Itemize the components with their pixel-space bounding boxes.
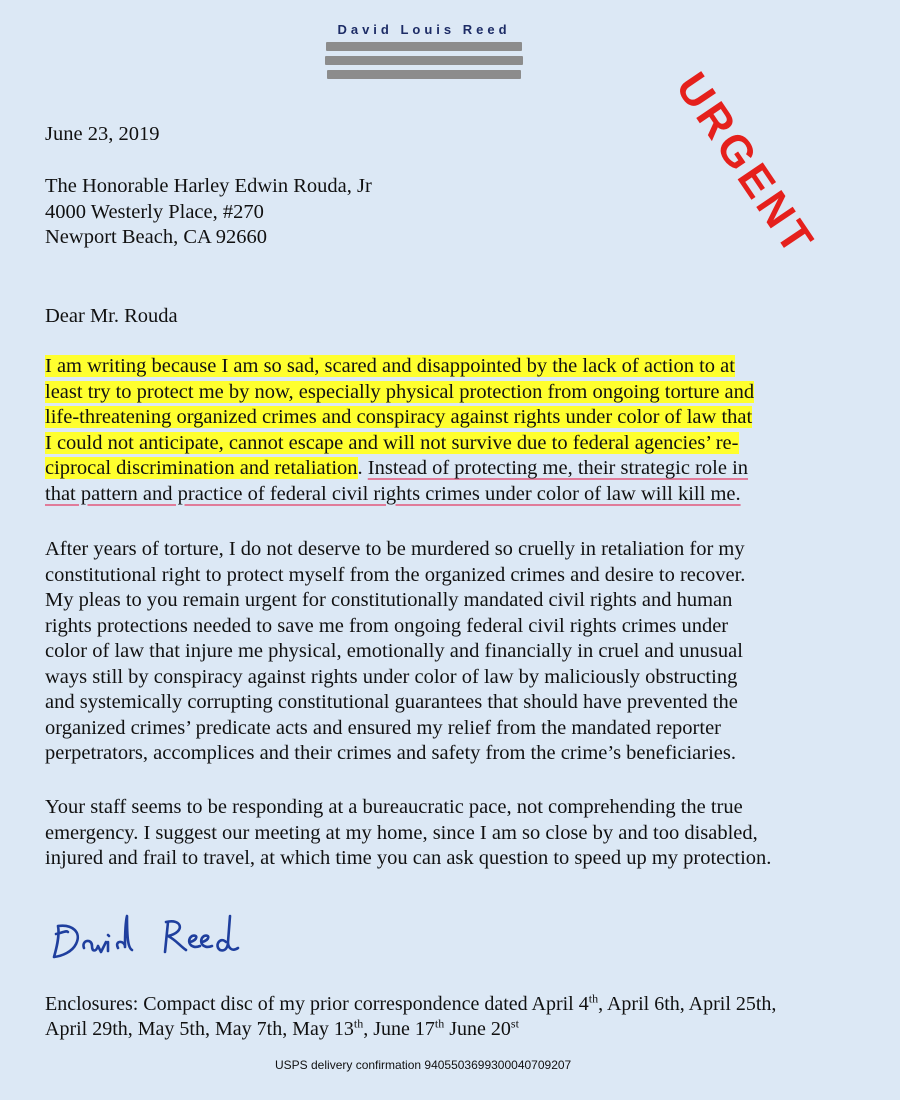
salutation: Dear Mr. Rouda bbox=[45, 305, 178, 327]
paragraph-line: injured and frail to travel, at which time you can ask question to speed up my protection. bbox=[45, 847, 772, 869]
enclosure-text: , June 17 bbox=[363, 1018, 435, 1040]
usps-confirmation: USPS delivery confirmation 9405503699300040709207 bbox=[275, 1058, 572, 1072]
highlighted-text: I am writing because I am so sad, scared and disappointed by the lack of action to at bbox=[45, 355, 735, 377]
sender-name: David Louis Reed bbox=[337, 22, 511, 37]
redacted-address-line-1 bbox=[326, 42, 522, 51]
paragraph-line: Your staff seems to be responding at a bureaucratic pace, not comprehending the true bbox=[45, 796, 743, 818]
recipient-line: 4000 Westerly Place, #270 bbox=[45, 200, 264, 223]
sentence-period: . bbox=[357, 457, 368, 479]
paragraph-line: constitutional right to protect myself from the organized crimes and desire to recover. bbox=[45, 563, 746, 586]
enclosures bbox=[45, 992, 776, 1042]
enclosure-text: June 20 bbox=[444, 1018, 511, 1040]
redacted-address-line-3 bbox=[327, 70, 521, 79]
paragraph-3 bbox=[45, 795, 771, 872]
paragraph-1 bbox=[45, 354, 754, 507]
handwritten-signature bbox=[48, 902, 263, 964]
ordinal-suffix: th bbox=[353, 1016, 364, 1031]
enclosure-text: , April 6th, April 25th, bbox=[598, 993, 777, 1015]
letter-date: June 23, 2019 bbox=[45, 123, 160, 145]
urgent-stamp: URGENT bbox=[666, 64, 825, 266]
highlighted-text: life-threatening organized crimes and conspiracy against rights under color of law that bbox=[45, 406, 753, 428]
paragraph-line: organized crimes’ predicate acts and ensured my relief from the mandated reporter bbox=[45, 716, 721, 739]
ordinal-suffix: th bbox=[588, 991, 599, 1006]
letterhead bbox=[300, 22, 548, 79]
underlined-text: that pattern and practice of federal civil rights crimes under color of law will kill me. bbox=[45, 482, 741, 505]
paragraph-line: perpetrators, accomplices and their crimes and safety from the crime’s beneficiaries. bbox=[45, 742, 737, 764]
paragraph-line: After years of torture, I do not deserve to be murdered so cruelly in retaliation for my bbox=[45, 538, 745, 560]
underlined-text: Instead of protecting me, their strategic role in bbox=[367, 457, 749, 479]
paragraph-line: emergency. I suggest our meeting at my home, since I am so close by and too disabled, bbox=[45, 821, 758, 844]
ordinal-suffix: st bbox=[510, 1016, 519, 1031]
recipient-line: The Honorable Harley Edwin Rouda, Jr bbox=[45, 175, 372, 197]
ordinal-suffix: th bbox=[434, 1016, 445, 1031]
recipient-line: Newport Beach, CA 92660 bbox=[45, 226, 268, 248]
paragraph-line: My pleas to you remain urgent for constitutionally mandated civil rights and human bbox=[45, 589, 733, 611]
paragraph-line: rights protections needed to save me from ongoing federal civil rights crimes under bbox=[45, 614, 729, 637]
paragraph-line: and systemically corrupting constitutional guarantees that should have prevented the bbox=[45, 691, 738, 713]
enclosure-text: April 29th, May 5th, May 7th, May 13 bbox=[45, 1018, 354, 1040]
recipient-address bbox=[45, 174, 372, 251]
paragraph-line: color of law that injure me physical, emotionally and financially in cruel and unusual bbox=[45, 640, 743, 662]
highlighted-text: least try to protect me by now, especially physical protection from ongoing torture and bbox=[45, 380, 755, 403]
paragraph-line: ways still by conspiracy against rights under color of law by maliciously obstructing bbox=[45, 665, 738, 688]
highlighted-text: ciprocal discrimination and retaliation bbox=[45, 457, 358, 479]
highlighted-text: I could not anticipate, cannot escape and will not survive due to federal agencies’ re- bbox=[45, 431, 739, 454]
redacted-address-line-2 bbox=[325, 56, 523, 65]
paragraph-2 bbox=[45, 537, 745, 767]
enclosure-text: Enclosures: Compact disc of my prior correspondence dated April 4 bbox=[45, 993, 589, 1015]
